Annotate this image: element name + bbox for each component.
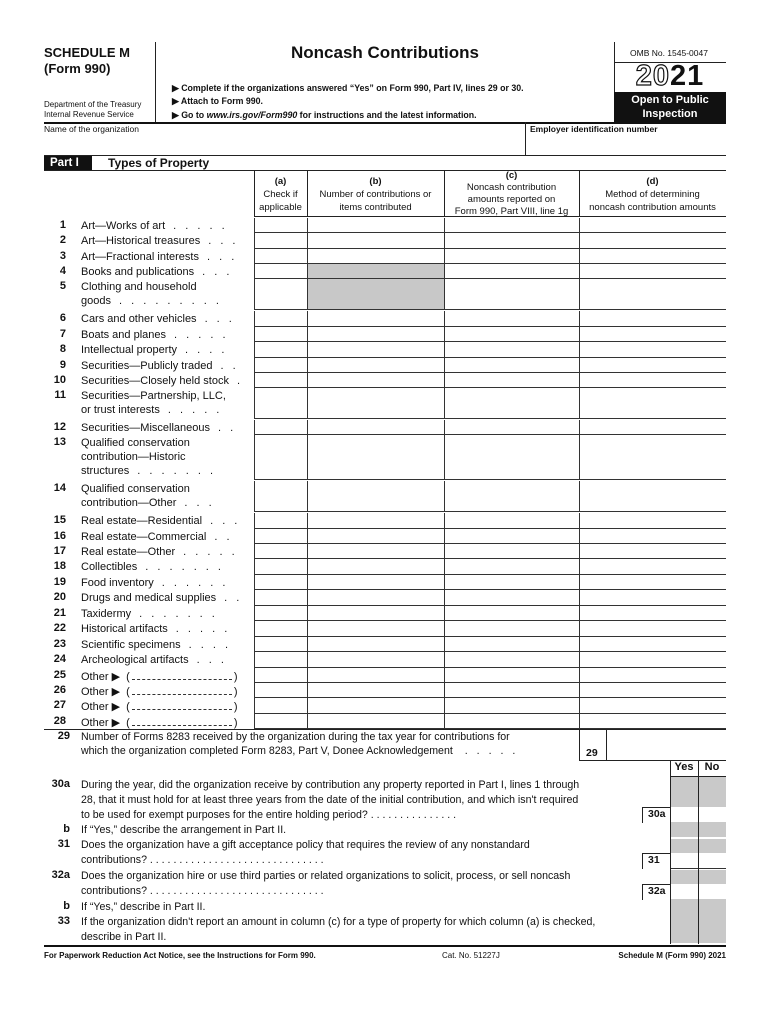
row-label: Collectibles . . . . . . . bbox=[81, 561, 224, 573]
check-applicable-cell[interactable] bbox=[254, 559, 307, 575]
check-applicable-cell[interactable] bbox=[254, 279, 307, 310]
row-number: 28 bbox=[53, 715, 66, 727]
row-label: Other ▶ ( ) bbox=[81, 701, 241, 713]
noncash-amount-cell[interactable] bbox=[444, 637, 579, 652]
noncash-amount-cell[interactable] bbox=[444, 420, 579, 435]
question-text: contributions? . . . . . . . . . . . . . . . . . . . . . . . . . . . . . . bbox=[81, 885, 324, 897]
row-number: 6 bbox=[59, 312, 66, 324]
contribution-count-cell[interactable] bbox=[307, 420, 444, 435]
contribution-count-cell[interactable] bbox=[307, 683, 444, 698]
irs-url-link[interactable]: www.irs.gov/Form990 bbox=[206, 110, 298, 120]
check-applicable-cell[interactable] bbox=[254, 388, 307, 419]
question-text: contributions? . . . . . . . . . . . . . . . . . . . . . . . . . . . . . . bbox=[81, 854, 324, 866]
noncash-amount-cell[interactable] bbox=[444, 652, 579, 668]
row-label: contribution—Historic bbox=[81, 451, 186, 463]
noncash-amount-cell[interactable] bbox=[444, 668, 579, 683]
omb-number: OMB No. 1545-0047 bbox=[630, 48, 708, 58]
row-number: 13 bbox=[53, 436, 66, 448]
row-number: 10 bbox=[53, 374, 66, 386]
row-label: contribution—Other . . . bbox=[81, 497, 215, 509]
valuation-method-cell[interactable] bbox=[579, 529, 726, 544]
row-number: 27 bbox=[53, 699, 66, 711]
row-label: Securities—Miscellaneous . . bbox=[81, 422, 237, 434]
question-number: b bbox=[63, 823, 70, 835]
yes-header: Yes bbox=[674, 761, 694, 773]
check-applicable-cell[interactable] bbox=[254, 358, 307, 373]
noncash-amount-cell[interactable] bbox=[444, 481, 579, 512]
ein-label: Employer identification number bbox=[530, 124, 658, 134]
part1-title: Types of Property bbox=[108, 156, 210, 170]
row-number: 11 bbox=[54, 389, 66, 401]
row-number: 5 bbox=[59, 280, 66, 292]
valuation-method-cell[interactable] bbox=[579, 683, 726, 698]
noncash-amount-cell[interactable] bbox=[444, 218, 579, 233]
contribution-count-cell[interactable] bbox=[307, 698, 444, 714]
check-applicable-cell[interactable] bbox=[254, 327, 307, 342]
check-applicable-cell[interactable] bbox=[254, 575, 307, 590]
noncash-amount-cell[interactable] bbox=[444, 249, 579, 264]
valuation-method-cell[interactable] bbox=[579, 637, 726, 652]
check-applicable-cell[interactable] bbox=[254, 590, 307, 606]
contribution-count-cell[interactable] bbox=[307, 481, 444, 512]
row-number: 7 bbox=[59, 328, 66, 340]
question-text: Does the organization have a gift acceptance policy that requires the review of any nonstandard bbox=[81, 839, 530, 851]
contribution-count-cell[interactable] bbox=[307, 513, 444, 529]
valuation-method-cell[interactable] bbox=[579, 311, 726, 327]
question-number: 32a bbox=[51, 869, 70, 881]
row-number: 24 bbox=[53, 653, 66, 665]
valuation-method-cell[interactable] bbox=[579, 249, 726, 264]
noncash-amount-cell[interactable] bbox=[444, 590, 579, 606]
check-applicable-cell[interactable] bbox=[254, 637, 307, 652]
answer-no-cell[interactable] bbox=[699, 807, 726, 823]
valuation-method-cell[interactable] bbox=[579, 373, 726, 388]
valuation-method-cell[interactable] bbox=[579, 327, 726, 342]
row-number: 9 bbox=[59, 359, 66, 371]
answer-no-cell[interactable] bbox=[699, 884, 726, 900]
contribution-count-cell[interactable] bbox=[307, 373, 444, 388]
answer-no-cell[interactable] bbox=[699, 853, 726, 869]
noncash-amount-cell[interactable] bbox=[444, 621, 579, 637]
noncash-amount-cell[interactable] bbox=[444, 311, 579, 327]
contribution-count-cell[interactable] bbox=[307, 575, 444, 590]
question-number: 31 bbox=[57, 838, 70, 850]
answer-yes-cell[interactable] bbox=[671, 884, 698, 900]
check-applicable-cell[interactable] bbox=[254, 698, 307, 714]
part1-tag: Part I bbox=[44, 156, 92, 170]
col-c-header: (c) Noncash contribution amounts reported on Form 990, Part VIII, line 1g bbox=[454, 170, 569, 217]
contribution-count-cell[interactable] bbox=[307, 358, 444, 373]
col-b-header: (b) Number of contributions or items contributed bbox=[319, 176, 432, 213]
contribution-count-cell[interactable] bbox=[307, 606, 444, 621]
valuation-method-cell[interactable] bbox=[579, 388, 726, 419]
shaded-cell bbox=[671, 914, 698, 943]
row-number: 16 bbox=[53, 530, 66, 542]
check-applicable-cell[interactable] bbox=[254, 311, 307, 327]
ein-field[interactable] bbox=[527, 134, 725, 155]
valuation-method-cell[interactable] bbox=[579, 575, 726, 590]
row-label: Qualified conservation bbox=[81, 437, 190, 449]
check-applicable-cell[interactable] bbox=[254, 420, 307, 435]
row-label: Other ▶ ( ) bbox=[81, 686, 241, 698]
contribution-count-cell[interactable] bbox=[307, 311, 444, 327]
check-applicable-cell[interactable] bbox=[254, 683, 307, 698]
check-applicable-cell[interactable] bbox=[254, 652, 307, 668]
shaded-cell bbox=[699, 914, 726, 943]
tax-year: 2021 bbox=[635, 60, 705, 92]
shaded-cell bbox=[671, 839, 698, 853]
contribution-count-cell[interactable] bbox=[307, 637, 444, 652]
row-number: 20 bbox=[53, 591, 66, 603]
check-applicable-cell[interactable] bbox=[254, 621, 307, 637]
contribution-count-cell[interactable] bbox=[307, 590, 444, 606]
noncash-amount-cell[interactable] bbox=[444, 575, 579, 590]
valuation-method-cell[interactable] bbox=[579, 714, 726, 729]
noncash-amount-cell[interactable] bbox=[444, 714, 579, 729]
contribution-count-cell bbox=[307, 264, 444, 279]
check-applicable-cell[interactable] bbox=[254, 435, 307, 480]
contribution-count-cell[interactable] bbox=[307, 652, 444, 668]
question-box-label: 31 bbox=[648, 854, 660, 866]
noncash-amount-cell[interactable] bbox=[444, 327, 579, 342]
valuation-method-cell[interactable] bbox=[579, 420, 726, 435]
check-applicable-cell[interactable] bbox=[254, 529, 307, 544]
noncash-amount-cell[interactable] bbox=[444, 342, 579, 358]
other-description-field[interactable] bbox=[132, 684, 232, 695]
org-name-field[interactable] bbox=[44, 134, 524, 155]
shaded-cell bbox=[699, 839, 726, 853]
contribution-count-cell[interactable] bbox=[307, 249, 444, 264]
row-label: Historical artifacts . . . . . bbox=[81, 623, 231, 635]
noncash-amount-cell[interactable] bbox=[444, 606, 579, 621]
row-label: Art—Historical treasures . . . bbox=[81, 235, 239, 247]
row-number: 21 bbox=[53, 607, 66, 619]
valuation-method-cell[interactable] bbox=[579, 218, 726, 233]
noncash-amount-cell[interactable] bbox=[444, 373, 579, 388]
question-text: Does the organization hire or use third parties or related organizations to solicit, process, or sell noncash bbox=[81, 870, 571, 882]
footer-form-id: Schedule M (Form 990) 2021 bbox=[618, 951, 726, 960]
row-label: structures . . . . . . . bbox=[81, 465, 217, 477]
no-header: No bbox=[704, 761, 720, 773]
row-label: Real estate—Other . . . . . bbox=[81, 546, 238, 558]
noncash-amount-cell[interactable] bbox=[444, 233, 579, 249]
question-text: During the year, did the organization receive by contribution any property reported in Part I, lines 1 through bbox=[81, 779, 580, 791]
question-text: 28, that it must hold for at least three years from the date of the initial contribution, and which isn't required bbox=[81, 794, 579, 806]
noncash-amount-cell[interactable] bbox=[444, 559, 579, 575]
col-a-header: (a) Check if applicable bbox=[259, 176, 302, 213]
question-text: If “Yes,” describe the arrangement in Part II. bbox=[81, 824, 287, 836]
check-applicable-cell[interactable] bbox=[254, 513, 307, 529]
noncash-amount-cell[interactable] bbox=[444, 698, 579, 714]
row-number: 22 bbox=[53, 622, 66, 634]
row-label: Qualified conservation bbox=[81, 483, 190, 495]
question-box-label: 32a bbox=[648, 885, 666, 897]
question-number: b bbox=[63, 900, 70, 912]
row-number: 19 bbox=[53, 576, 66, 588]
question-number: 30a bbox=[51, 778, 70, 790]
valuation-method-cell[interactable] bbox=[579, 513, 726, 529]
noncash-amount-cell[interactable] bbox=[444, 358, 579, 373]
row-number: 3 bbox=[59, 250, 66, 262]
shaded-cell bbox=[671, 870, 698, 884]
row-label: Securities—Publicly traded . . bbox=[81, 360, 239, 372]
contribution-count-cell[interactable] bbox=[307, 388, 444, 419]
line29-count-field[interactable] bbox=[607, 730, 726, 760]
contribution-count-cell[interactable] bbox=[307, 559, 444, 575]
noncash-amount-cell[interactable] bbox=[444, 513, 579, 529]
noncash-amount-cell[interactable] bbox=[444, 388, 579, 419]
valuation-method-cell[interactable] bbox=[579, 606, 726, 621]
check-applicable-cell[interactable] bbox=[254, 481, 307, 512]
valuation-method-cell[interactable] bbox=[579, 264, 726, 279]
shaded-cell bbox=[699, 777, 726, 807]
question-text: to be used for exempt purposes for the entire holding period? . . . . . . . . . . . . . . . bbox=[81, 809, 457, 821]
contribution-count-cell[interactable] bbox=[307, 668, 444, 683]
shaded-cell bbox=[699, 899, 726, 914]
valuation-method-cell[interactable] bbox=[579, 559, 726, 575]
contribution-count-cell bbox=[307, 279, 444, 310]
valuation-method-cell[interactable] bbox=[579, 590, 726, 606]
row-number: 14 bbox=[53, 482, 66, 494]
row-number: 12 bbox=[53, 421, 66, 433]
row-label: Drugs and medical supplies . . bbox=[81, 592, 243, 604]
noncash-amount-cell[interactable] bbox=[444, 435, 579, 480]
check-applicable-cell[interactable] bbox=[254, 373, 307, 388]
valuation-method-cell[interactable] bbox=[579, 481, 726, 512]
valuation-method-cell[interactable] bbox=[579, 668, 726, 683]
row-number: 15 bbox=[53, 514, 66, 526]
row-label: Other ▶ ( ) bbox=[81, 717, 241, 729]
row-label: Intellectual property . . . . bbox=[81, 344, 228, 356]
check-applicable-cell[interactable] bbox=[254, 233, 307, 249]
instruction-complete: ▶ Complete if the organizations answered “Yes” on Form 990, Part IV, lines 29 or 30. bbox=[172, 83, 524, 93]
noncash-amount-cell[interactable] bbox=[444, 683, 579, 698]
check-applicable-cell[interactable] bbox=[254, 668, 307, 683]
row-label: Scientific specimens . . . . bbox=[81, 639, 232, 651]
question-number: 33 bbox=[57, 915, 70, 927]
row-number: 8 bbox=[59, 343, 66, 355]
form-reference: (Form 990) bbox=[44, 61, 111, 76]
valuation-method-cell[interactable] bbox=[579, 544, 726, 559]
contribution-count-cell[interactable] bbox=[307, 218, 444, 233]
check-applicable-cell[interactable] bbox=[254, 264, 307, 279]
shaded-cell bbox=[699, 822, 726, 837]
row-label: Securities—Partnership, LLC, bbox=[81, 390, 226, 402]
noncash-amount-cell[interactable] bbox=[444, 279, 579, 310]
row-label: or trust interests . . . . . bbox=[81, 404, 223, 416]
row-number: 18 bbox=[53, 560, 66, 572]
answer-yes-cell[interactable] bbox=[671, 807, 698, 823]
schedule-name: SCHEDULE M bbox=[44, 45, 130, 60]
noncash-amount-cell[interactable] bbox=[444, 544, 579, 559]
contribution-count-cell[interactable] bbox=[307, 342, 444, 358]
check-applicable-cell[interactable] bbox=[254, 606, 307, 621]
row-number: 23 bbox=[53, 638, 66, 650]
noncash-amount-cell[interactable] bbox=[444, 264, 579, 279]
question-text: If the organization didn't report an amount in column (c) for a type of property for which column (a) is checked, bbox=[81, 916, 596, 928]
valuation-method-cell[interactable] bbox=[579, 698, 726, 714]
line29-box-label: 29 bbox=[586, 747, 598, 759]
footer-paperwork-notice: For Paperwork Reduction Act Notice, see the Instructions for Form 990. bbox=[44, 951, 316, 960]
contribution-count-cell[interactable] bbox=[307, 327, 444, 342]
row-number: 26 bbox=[53, 684, 66, 696]
row-label: Books and publications . . . bbox=[81, 266, 233, 278]
row-label: Securities—Closely held stock . bbox=[81, 375, 244, 387]
instruction-website: ▶ Go to www.irs.gov/Form990 for instructions and the latest information. bbox=[172, 110, 477, 120]
row-label: Real estate—Commercial . . bbox=[81, 531, 233, 543]
row-label: Archeological artifacts . . . bbox=[81, 654, 227, 666]
row-number: 17 bbox=[53, 545, 66, 557]
valuation-method-cell[interactable] bbox=[579, 435, 726, 480]
row-label: goods . . . . . . . . . bbox=[81, 295, 222, 307]
contribution-count-cell[interactable] bbox=[307, 621, 444, 637]
row-label: Food inventory . . . . . . bbox=[81, 577, 229, 589]
question-text: If “Yes,” describe in Part II. bbox=[81, 901, 206, 913]
check-applicable-cell[interactable] bbox=[254, 218, 307, 233]
valuation-method-cell[interactable] bbox=[579, 621, 726, 637]
check-applicable-cell[interactable] bbox=[254, 342, 307, 358]
check-applicable-cell[interactable] bbox=[254, 249, 307, 264]
row-number: 25 bbox=[53, 669, 66, 681]
valuation-method-cell[interactable] bbox=[579, 279, 726, 310]
row-number: 1 bbox=[59, 219, 66, 231]
noncash-amount-cell[interactable] bbox=[444, 529, 579, 544]
contribution-count-cell[interactable] bbox=[307, 529, 444, 544]
irs-label: Internal Revenue Service bbox=[44, 110, 134, 119]
contribution-count-cell[interactable] bbox=[307, 544, 444, 559]
row-label: Cars and other vehicles . . . bbox=[81, 313, 235, 325]
shaded-cell bbox=[699, 870, 726, 884]
shaded-cell bbox=[671, 899, 698, 914]
org-name-label: Name of the organization bbox=[44, 124, 139, 134]
row-label: Real estate—Residential . . . bbox=[81, 515, 241, 527]
question-box-label: 30a bbox=[648, 808, 666, 820]
valuation-method-cell[interactable] bbox=[579, 358, 726, 373]
footer-cat-number: Cat. No. 51227J bbox=[442, 951, 500, 960]
contribution-count-cell[interactable] bbox=[307, 233, 444, 249]
other-description-field[interactable] bbox=[132, 715, 232, 726]
row-label: Taxidermy . . . . . . . bbox=[81, 608, 218, 620]
answer-yes-cell[interactable] bbox=[671, 853, 698, 869]
valuation-method-cell[interactable] bbox=[579, 233, 726, 249]
row-label: Boats and planes . . . . . bbox=[81, 329, 229, 341]
line29-text2: which the organization completed Form 8283, Part V, Donee Acknowledgement . . . . . bbox=[81, 745, 519, 757]
line29-number: 29 bbox=[57, 730, 70, 742]
question-text: describe in Part II. bbox=[81, 931, 167, 943]
form-title: Noncash Contributions bbox=[291, 43, 479, 62]
row-number: 4 bbox=[59, 265, 66, 277]
check-applicable-cell[interactable] bbox=[254, 544, 307, 559]
valuation-method-cell[interactable] bbox=[579, 652, 726, 668]
row-label: Art—Works of art . . . . . bbox=[81, 220, 228, 232]
instruction-attach: ▶ Attach to Form 990. bbox=[172, 96, 264, 106]
other-description-field[interactable] bbox=[132, 669, 232, 680]
shaded-cell bbox=[671, 777, 698, 807]
contribution-count-cell[interactable] bbox=[307, 714, 444, 729]
contribution-count-cell[interactable] bbox=[307, 435, 444, 480]
row-label: Art—Fractional interests . . . bbox=[81, 251, 238, 263]
other-description-field[interactable] bbox=[132, 699, 232, 710]
row-label: Clothing and household bbox=[81, 281, 197, 293]
row-number: 2 bbox=[59, 234, 66, 246]
shaded-cell bbox=[671, 822, 698, 837]
dept-treasury: Department of the Treasury bbox=[44, 100, 142, 109]
open-to-public-badge: Open to Public Inspection bbox=[614, 92, 726, 122]
line29-text1: Number of Forms 8283 received by the organization during the tax year for contributions for bbox=[81, 731, 510, 743]
col-d-header: (d) Method of determining noncash contribution amounts bbox=[589, 176, 716, 213]
row-label: Other ▶ ( ) bbox=[81, 671, 241, 683]
check-applicable-cell[interactable] bbox=[254, 714, 307, 729]
valuation-method-cell[interactable] bbox=[579, 342, 726, 358]
